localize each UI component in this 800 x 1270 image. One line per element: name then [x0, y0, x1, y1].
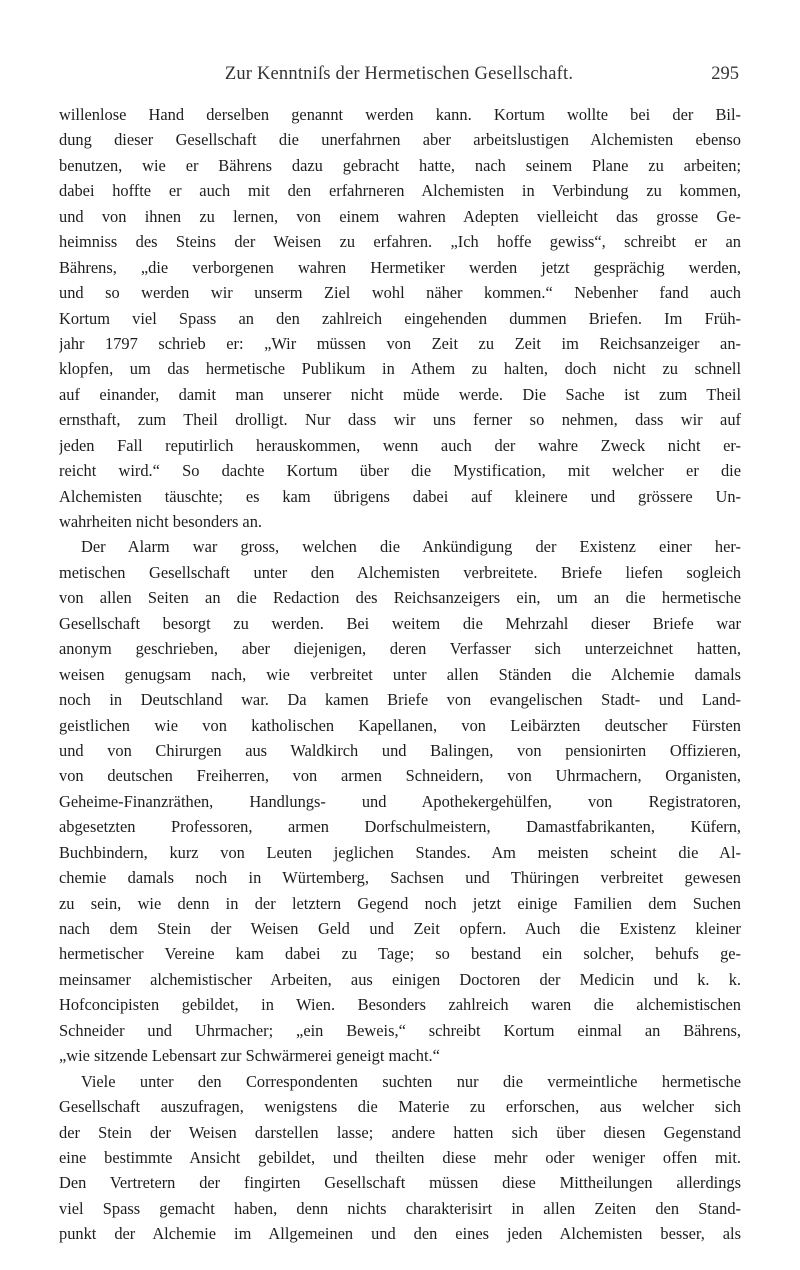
- text-line: noch in Deutschland war. Da kamen Briefe von evangelischen Stadt- und Land-: [59, 690, 741, 710]
- text-line: ernsthaft, zum Theil drolligt. Nur dass wir uns ferner so nehmen, dass wir auf: [59, 410, 741, 430]
- text-line: weisen genugsam nach, wie verbreitet unter allen Ständen die Alchemie damals: [59, 664, 741, 684]
- text-line: dabei hoffte er auch mit den erfahrneren Alchemisten in Verbindung zu kommen,: [59, 181, 741, 201]
- body-text: [59, 102, 741, 1247]
- text-line: chemie damals noch in Würtemberg, Sachsen und Thüringen verbreitet gewesen: [59, 868, 741, 888]
- text-line: Gesellschaft besorgt zu werden. Bei weitem die Mehrzahl dieser Briefe war: [59, 613, 741, 633]
- running-title: Zur Kenntniſs der Hermetischen Gesellschaft.: [224, 64, 574, 84]
- text-line: Der Alarm war gross, welchen die Ankündigung der Existenz einer her-: [81, 537, 741, 557]
- text-line: abgesetzten Professoren, armen Dorfschulmeistern, Damastfabrikanten, Küfern,: [59, 817, 741, 837]
- text-line: klopfen, um das hermetische Publikum in Athem zu halten, doch nicht zu schnell: [59, 359, 741, 379]
- text-line: auf einander, damit man unserer nicht müde werde. Die Sache ist zum Theil: [59, 384, 741, 404]
- text-line: geistlichen wie von katholischen Kapellanen, von Leibärzten deutscher Fürsten: [59, 715, 741, 735]
- text-line: eine bestimmte Ansicht gebildet, und theilten diese mehr oder weniger offen mit.: [59, 1147, 741, 1167]
- text-line: von deutschen Freiherren, von armen Schneidern, von Uhrmachern, Organisten,: [59, 766, 741, 786]
- text-line: hermetischer Vereine kam dabei zu Tage; so bestand ein solcher, behufs ge-: [59, 944, 741, 964]
- text-line: reicht wird.“ So dachte Kortum über die Mystification, mit welcher er die: [59, 461, 741, 481]
- text-line: Geheime-Finanzräthen, Handlungs- und Apothekergehülfen, von Registratoren,: [59, 791, 741, 811]
- text-line: dung dieser Gesellschaft die unerfahrnen aber arbeitslustigen Alchemisten ebenso: [59, 130, 741, 150]
- text-line: Hofconcipisten gebildet, in Wien. Besonders zahlreich waren die alchemistischen: [59, 995, 741, 1015]
- text-line: Kortum viel Spass an den zahlreich eingehenden dummen Briefen. Im Früh-: [59, 308, 741, 328]
- text-line: punkt der Alchemie im Allgemeinen und den eines jeden Alchemisten besser, als: [59, 1224, 741, 1244]
- text-line: und so werden wir unserm Ziel wohl näher kommen.“ Nebenher fand auch: [59, 283, 741, 303]
- text-line: Schneider und Uhrmacher; „ein Beweis,“ schreibt Kortum einmal an Bährens,: [59, 1020, 741, 1040]
- text-line: benutzen, wie er Bährens dazu gebracht hatte, nach seinem Plane zu arbeiten;: [59, 155, 741, 175]
- text-line: zu sein, wie denn in der letztern Gegend noch jetzt einige Familien dem Suchen: [59, 893, 741, 913]
- page-number: 295: [711, 64, 739, 84]
- text-line: Den Vertretern der fingirten Gesellschaft müssen diese Mittheilungen allerdings: [59, 1173, 741, 1193]
- text-line: Buchbindern, kurz von Leuten jeglichen Standes. Am meisten scheint die Al-: [59, 842, 741, 862]
- text-line: nach dem Stein der Weisen Geld und Zeit opfern. Auch die Existenz kleiner: [59, 919, 741, 938]
- text-line: jeden Fall reputirlich herauskommen, wenn auch der wahre Zweck nicht er-: [59, 435, 741, 455]
- text-line: und von Chirurgen aus Waldkirch und Balingen, von pensionirten Offizieren,: [59, 740, 741, 760]
- page-header: [59, 64, 739, 88]
- text-line: meinsamer alchemistischer Arbeiten, aus einigen Doctoren der Medicin und k. k.: [59, 969, 741, 989]
- text-line: Viele unter den Correspondenten suchten nur die vermeintliche hermetische: [81, 1071, 741, 1091]
- text-line: viel Spass gemacht haben, denn nichts charakterisirt in allen Zeiten den Stand-: [59, 1198, 741, 1218]
- text-line: der Stein der Weisen darstellen lasse; andere hatten sich über diesen Gegenstand: [59, 1122, 741, 1142]
- text-line: Gesellschaft auszufragen, wenigstens die Materie zu erforschen, aus welcher sich: [59, 1097, 741, 1117]
- text-line: anonym geschrieben, aber diejenigen, deren Verfasser sich unterzeichnet hatten,: [59, 639, 741, 659]
- text-line: jahr 1797 schrieb er: „Wir müssen von Zeit zu Zeit im Reichsanzeiger an-: [59, 333, 741, 353]
- text-line: metischen Gesellschaft unter den Alchemisten verbreitete. Briefe liefen sogleich: [59, 562, 741, 582]
- text-line: Alchemisten täuschte; es kam übrigens dabei auf kleinere und grössere Un-: [59, 486, 741, 506]
- text-line: Bährens, „die verborgenen wahren Hermetiker werden jetzt gesprächig werden,: [59, 257, 741, 277]
- text-line: von allen Seiten an die Redaction des Reichsanzeigers ein, um an die hermetische: [59, 588, 741, 608]
- text-line: und von ihnen zu lernen, von einem wahren Adepten vielleicht das grosse Ge-: [59, 206, 741, 226]
- text-line: „wie sitzende Lebensart zur Schwärmerei geneigt macht.“: [59, 1046, 440, 1066]
- text-line: wahrheiten nicht besonders an.: [59, 512, 262, 531]
- text-line: willenlose Hand derselben genannt werden kann. Kortum wollte bei der Bil-: [59, 105, 741, 124]
- text-line: heimniss des Steins der Weisen zu erfahren. „Ich hoffe gewiss“, schreibt er an: [59, 232, 741, 252]
